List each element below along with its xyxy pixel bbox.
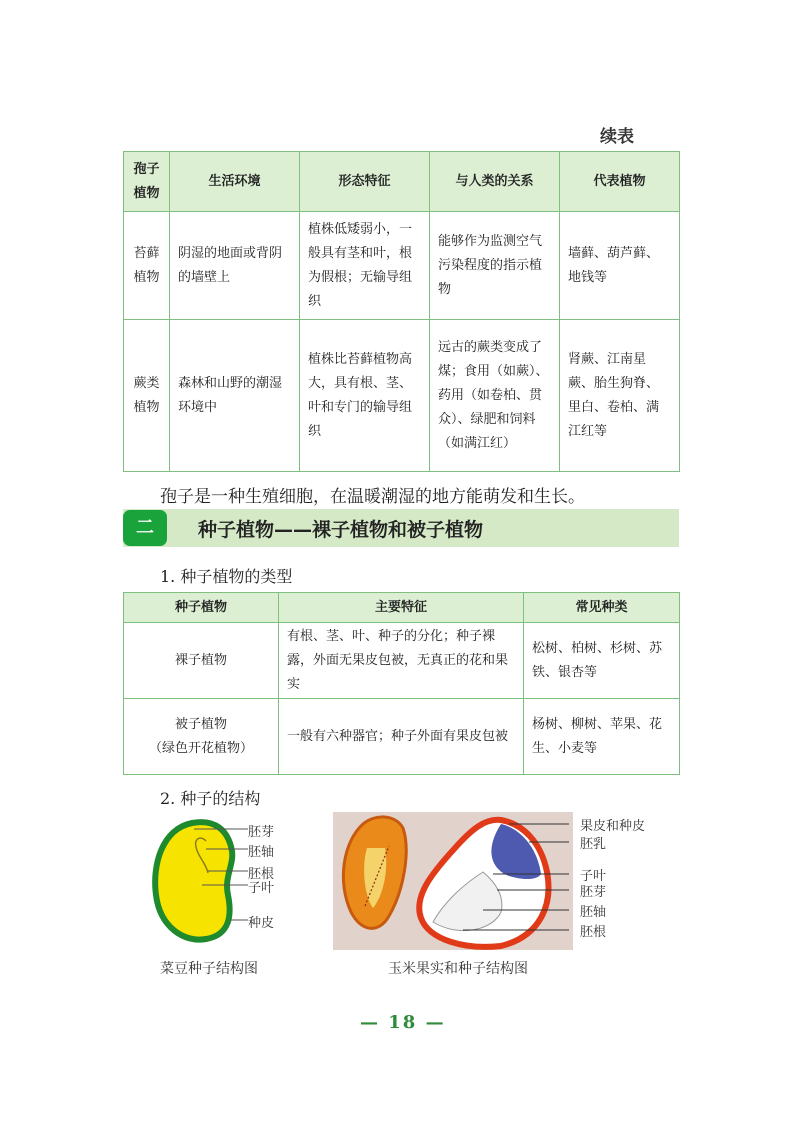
table-row: [124, 699, 680, 775]
relation-cell: 能够作为监测空气污染程度的指示植物: [430, 212, 560, 320]
examples-cell: 肾蕨、江南星蕨、胎生狗脊、里白、卷柏、满江红等: [560, 320, 680, 472]
examples-cell: 墙藓、葫芦藓、地钱等: [560, 212, 680, 320]
corn-label-hypocotyl: 胚轴: [580, 905, 607, 920]
table-header-row: [124, 593, 680, 623]
table-header-row: [124, 152, 680, 212]
corn-label-endosperm: 胚乳: [580, 837, 607, 852]
table-row: [124, 320, 680, 472]
bean-seed-coat-shape: [155, 822, 232, 939]
subheading-seed-types: 1. 种子植物的类型: [160, 567, 293, 586]
examples-cell: 松树、柏树、杉树、苏铁、银杏等: [524, 623, 680, 699]
plant-name-cell: 蕨类植物: [124, 320, 170, 472]
header-cell: 代表植物: [560, 152, 680, 212]
spore-note: 孢子是一种生殖细胞，在温暖潮湿的地方能萌发和生长。: [160, 487, 585, 507]
corn-label-plumule: 胚芽: [580, 885, 607, 900]
continued-label: 续表: [600, 127, 634, 147]
relation-cell: 远古的蕨类变成了煤；食用（如蕨）、药用（如卷柏、贯众）、绿肥和饲料（如满江红）: [430, 320, 560, 472]
section-number-badge: 二: [123, 510, 167, 546]
table-row: [124, 212, 680, 320]
bean-label-radicle: 胚根: [248, 867, 275, 882]
corn-label-pericarp-seed-coat: 果皮和种皮: [580, 819, 646, 834]
header-cell: 形态特征: [300, 152, 430, 212]
environment-cell: 森林和山野的潮湿环境中: [170, 320, 300, 472]
corn-label-cotyledon: 子叶: [580, 869, 607, 884]
features-cell: 有根、茎、叶、种子的分化；种子裸露，外面无果皮包被，无真正的花和果实: [279, 623, 524, 699]
plant-name-cell: 裸子植物: [124, 623, 279, 699]
bean-label-seed-coat: 种皮: [248, 916, 275, 931]
bean-figure-caption: 菜豆种子结构图: [160, 961, 258, 977]
features-cell: 植株低矮弱小，一般具有茎和叶，根为假根；无输导组织: [300, 212, 430, 320]
corn-label-radicle: 胚根: [580, 925, 607, 940]
spore-plants-table: [123, 151, 680, 472]
bean-label-plumule: 胚芽: [248, 825, 275, 840]
header-cell: 常见种类: [524, 593, 680, 623]
bean-seed-diagram: [140, 815, 300, 950]
header-cell: 种子植物: [124, 593, 279, 623]
page-number: — 18 —: [360, 1012, 446, 1033]
plant-name-cell: 被子植物 （绿色开花植物）: [124, 699, 279, 775]
corn-kernel-diagram: [333, 812, 578, 952]
header-cell: 与人类的关系: [430, 152, 560, 212]
environment-cell: 阴湿的地面或背阴的墙壁上: [170, 212, 300, 320]
section-title: 种子植物——裸子植物和被子植物: [198, 519, 484, 541]
table-row: [124, 623, 680, 699]
corn-figure-caption: 玉米果实和种子结构图: [388, 961, 528, 977]
features-cell: 一般有六种器官；种子外面有果皮包被: [279, 699, 524, 775]
header-cell: 主要特征: [279, 593, 524, 623]
examples-cell: 杨树、柳树、苹果、花生、小麦等: [524, 699, 680, 775]
header-cell: 生活环境: [170, 152, 300, 212]
seed-plants-table: [123, 592, 680, 775]
bean-label-cotyledon: 子叶: [248, 881, 275, 896]
bean-label-hypocotyl: 胚轴: [248, 845, 275, 860]
header-cell: 孢子植物: [124, 152, 170, 212]
plant-name-cell: 苔藓植物: [124, 212, 170, 320]
features-cell: 植株比苔藓植物高大，具有根、茎、叶和专门的输导组织: [300, 320, 430, 472]
subheading-seed-structure: 2. 种子的结构: [160, 789, 261, 808]
